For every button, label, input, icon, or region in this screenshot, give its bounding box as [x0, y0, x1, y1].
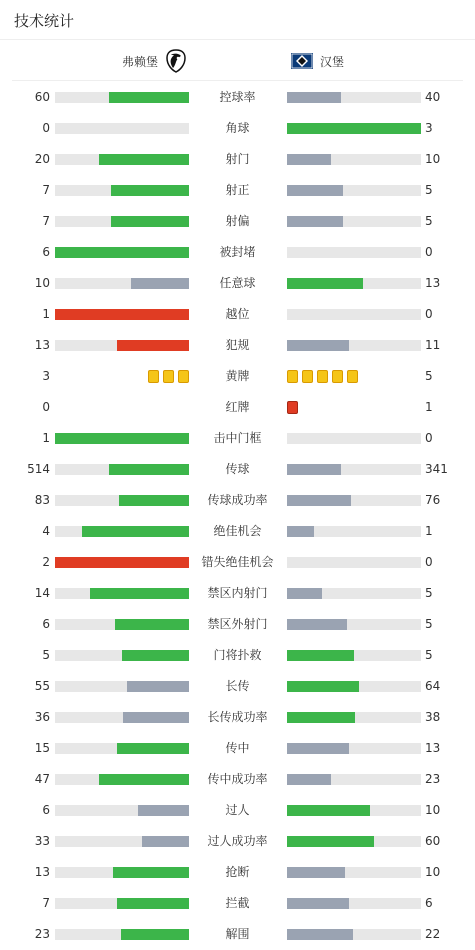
freiburg-crest-icon — [164, 49, 188, 73]
away-value: 5 — [425, 617, 433, 631]
stat-row — [0, 454, 475, 485]
hsv-diamond-crest-icon — [290, 49, 314, 73]
away-value: 64 — [425, 679, 441, 693]
home-bar-track — [55, 743, 189, 754]
stat-label: 长传 — [225, 679, 250, 693]
stat-row — [0, 764, 475, 795]
away-bar-fill — [287, 867, 345, 878]
stat-row — [0, 423, 475, 454]
stat-label: 任意球 — [219, 276, 256, 290]
yellow-card-icon — [347, 370, 358, 383]
home-bar-track — [55, 588, 189, 599]
away-bar-fill — [287, 92, 341, 103]
yellow-card-icon — [317, 370, 328, 383]
home-bar-track — [55, 495, 189, 506]
home-bar-track — [55, 309, 189, 320]
away-bar-fill — [287, 340, 349, 351]
home-bar-track — [55, 154, 189, 165]
away-value: 13 — [425, 741, 441, 755]
stat-row — [0, 640, 475, 671]
away-value: 10 — [425, 865, 441, 879]
away-value: 76 — [425, 493, 441, 507]
yellow-card-icon — [302, 370, 313, 383]
home-bar-fill — [121, 929, 189, 940]
stat-label: 解围 — [225, 927, 250, 941]
home-value: 33 — [34, 834, 50, 848]
away-value: 10 — [425, 152, 441, 166]
home-value: 15 — [34, 741, 50, 755]
stat-label: 黄牌 — [225, 369, 250, 383]
home-value: 83 — [34, 493, 50, 507]
home-team[interactable] — [122, 49, 188, 73]
away-bar-fill — [287, 712, 355, 723]
home-bar-fill — [55, 433, 189, 444]
stat-row — [0, 206, 475, 237]
stat-row — [0, 144, 475, 175]
stat-row — [0, 392, 475, 423]
home-bar-track — [55, 557, 189, 568]
home-value: 6 — [42, 803, 50, 817]
stat-row — [0, 516, 475, 547]
home-bar-track — [55, 836, 189, 847]
home-bar-track — [55, 433, 189, 444]
home-bar-fill — [55, 309, 189, 320]
away-team-name: 汉堡 — [320, 54, 345, 69]
home-bar-track — [55, 340, 189, 351]
home-value: 20 — [34, 152, 50, 166]
away-bar-track — [287, 278, 421, 289]
home-bar-track — [55, 774, 189, 785]
stat-label: 抢断 — [225, 865, 250, 879]
home-value: 47 — [34, 772, 50, 786]
home-value: 55 — [34, 679, 50, 693]
home-value: 3 — [42, 369, 50, 383]
away-value: 0 — [425, 245, 433, 259]
home-value: 13 — [34, 865, 50, 879]
home-bar-track — [55, 247, 189, 258]
yellow-card-icon — [287, 370, 298, 383]
away-bar-track — [287, 836, 421, 847]
home-value: 23 — [34, 927, 50, 941]
away-value: 60 — [425, 834, 441, 848]
away-bar-fill — [287, 619, 347, 630]
away-bar-track — [287, 805, 421, 816]
home-value: 1 — [42, 431, 50, 445]
away-value: 13 — [425, 276, 441, 290]
away-cards — [287, 370, 358, 383]
stat-label: 犯规 — [225, 338, 250, 352]
stat-row — [0, 113, 475, 144]
away-bar-track — [287, 898, 421, 909]
stat-row — [0, 919, 475, 950]
stat-row — [0, 330, 475, 361]
away-bar-fill — [287, 929, 353, 940]
away-bar-fill — [287, 278, 363, 289]
away-bar-track — [287, 650, 421, 661]
home-bar-track — [55, 712, 189, 723]
away-bar-track — [287, 340, 421, 351]
stat-row — [0, 888, 475, 919]
home-bar-fill — [82, 526, 189, 537]
away-value: 5 — [425, 586, 433, 600]
home-value: 7 — [42, 896, 50, 910]
away-bar-track — [287, 774, 421, 785]
home-value: 6 — [42, 245, 50, 259]
away-bar-fill — [287, 495, 351, 506]
stat-label: 传中成功率 — [207, 772, 268, 786]
home-bar-fill — [99, 774, 189, 785]
yellow-card-icon — [148, 370, 159, 383]
away-bar-fill — [287, 464, 341, 475]
away-value: 1 — [425, 400, 433, 414]
stat-label: 控球率 — [219, 90, 256, 104]
away-bar-fill — [287, 805, 370, 816]
stat-row — [0, 268, 475, 299]
stat-row — [0, 82, 475, 113]
red-card-icon — [287, 401, 298, 414]
home-value: 4 — [42, 524, 50, 538]
away-bar-track — [287, 123, 421, 134]
away-bar-fill — [287, 185, 343, 196]
stat-row — [0, 299, 475, 330]
yellow-card-icon — [163, 370, 174, 383]
stat-label: 过人成功率 — [207, 834, 268, 848]
away-value: 38 — [425, 710, 441, 724]
home-value: 36 — [34, 710, 50, 724]
stat-label: 被封堵 — [219, 245, 256, 259]
home-bar-track — [55, 867, 189, 878]
home-bar-fill — [123, 712, 189, 723]
away-bar-fill — [287, 588, 322, 599]
stat-label: 红牌 — [225, 400, 250, 414]
stat-row — [0, 547, 475, 578]
away-bar-fill — [287, 154, 331, 165]
home-bar-fill — [119, 495, 189, 506]
home-bar-track — [55, 898, 189, 909]
home-bar-track — [55, 929, 189, 940]
home-value: 7 — [42, 214, 50, 228]
home-value: 5 — [42, 648, 50, 662]
away-bar-track — [287, 185, 421, 196]
home-value: 1 — [42, 307, 50, 321]
stat-row — [0, 609, 475, 640]
home-value: 0 — [42, 400, 50, 414]
away-value: 0 — [425, 307, 433, 321]
stat-label: 绝佳机会 — [213, 524, 262, 538]
home-value: 2 — [42, 555, 50, 569]
away-bar-track — [287, 712, 421, 723]
home-bar-track — [55, 123, 189, 134]
stat-label: 长传成功率 — [207, 710, 268, 724]
stats-table — [0, 82, 475, 950]
away-value: 0 — [425, 431, 433, 445]
stat-label: 射门 — [225, 152, 250, 166]
away-value: 22 — [425, 927, 441, 941]
stat-label: 过人 — [225, 803, 250, 817]
away-bar-track — [287, 216, 421, 227]
home-value: 10 — [34, 276, 50, 290]
yellow-card-icon — [178, 370, 189, 383]
away-bar-fill — [287, 743, 349, 754]
away-team[interactable] — [290, 49, 344, 73]
away-bar-fill — [287, 216, 343, 227]
home-bar-fill — [99, 154, 189, 165]
away-cards — [287, 401, 298, 414]
stat-label: 禁区外射门 — [207, 617, 268, 631]
stat-label: 射正 — [225, 183, 250, 197]
home-bar-fill — [122, 650, 189, 661]
home-bar-track — [55, 650, 189, 661]
away-bar-track — [287, 588, 421, 599]
home-bar-fill — [111, 216, 189, 227]
stat-row — [0, 237, 475, 268]
away-bar-track — [287, 154, 421, 165]
home-bar-fill — [131, 278, 189, 289]
stat-label: 错失绝佳机会 — [201, 555, 274, 569]
home-value: 514 — [27, 462, 50, 476]
stat-row — [0, 826, 475, 857]
away-value: 23 — [425, 772, 441, 786]
home-value: 60 — [34, 90, 50, 104]
stat-label: 射偏 — [225, 214, 250, 228]
home-value: 14 — [34, 586, 50, 600]
home-bar-track — [55, 526, 189, 537]
away-bar-fill — [287, 898, 349, 909]
away-bar-fill — [287, 681, 359, 692]
away-value: 6 — [425, 896, 433, 910]
home-bar-track — [55, 464, 189, 475]
home-bar-fill — [117, 340, 189, 351]
away-bar-track — [287, 495, 421, 506]
home-bar-track — [55, 185, 189, 196]
away-value: 11 — [425, 338, 441, 352]
home-bar-fill — [90, 588, 189, 599]
home-value: 13 — [34, 338, 50, 352]
home-bar-track — [55, 619, 189, 630]
stat-row — [0, 671, 475, 702]
home-bar-fill — [113, 867, 189, 878]
home-bar-fill — [111, 185, 189, 196]
away-value: 341 — [425, 462, 448, 476]
away-value: 5 — [425, 183, 433, 197]
away-bar-fill — [287, 123, 421, 134]
away-value: 5 — [425, 369, 433, 383]
home-bar-fill — [127, 681, 189, 692]
away-bar-track — [287, 247, 421, 258]
home-cards — [148, 370, 189, 383]
home-bar-fill — [138, 805, 189, 816]
away-value: 40 — [425, 90, 441, 104]
home-bar-fill — [55, 247, 189, 258]
away-bar-track — [287, 433, 421, 444]
home-value: 6 — [42, 617, 50, 631]
home-bar-track — [55, 216, 189, 227]
stat-label: 门将扑救 — [213, 648, 262, 662]
stat-row — [0, 175, 475, 206]
away-value: 3 — [425, 121, 433, 135]
home-bar-track — [55, 681, 189, 692]
home-bar-track — [55, 92, 189, 103]
stat-label: 击中门框 — [213, 431, 262, 445]
away-bar-track — [287, 557, 421, 568]
home-bar-fill — [117, 743, 189, 754]
away-value: 5 — [425, 214, 433, 228]
page-header — [0, 0, 475, 40]
away-value: 10 — [425, 803, 441, 817]
page-title: 技术统计 — [14, 12, 75, 30]
stat-label: 传中 — [225, 741, 250, 755]
away-bar-track — [287, 681, 421, 692]
yellow-card-icon — [332, 370, 343, 383]
away-bar-track — [287, 464, 421, 475]
home-bar-fill — [109, 464, 189, 475]
stat-row — [0, 857, 475, 888]
stat-label: 禁区内射门 — [207, 586, 268, 600]
home-bar-fill — [115, 619, 189, 630]
away-bar-fill — [287, 774, 331, 785]
away-bar-track — [287, 526, 421, 537]
stat-row — [0, 578, 475, 609]
stat-label: 拦截 — [225, 896, 250, 910]
away-value: 1 — [425, 524, 433, 538]
stat-row — [0, 795, 475, 826]
away-bar-track — [287, 867, 421, 878]
stat-label: 角球 — [225, 121, 250, 135]
away-value: 5 — [425, 648, 433, 662]
away-bar-track — [287, 309, 421, 320]
stat-row — [0, 361, 475, 392]
away-bar-fill — [287, 526, 314, 537]
away-bar-track — [287, 619, 421, 630]
away-bar-fill — [287, 650, 354, 661]
home-bar-track — [55, 805, 189, 816]
away-bar-fill — [287, 836, 374, 847]
home-bar-fill — [117, 898, 189, 909]
stat-label: 传球 — [225, 462, 250, 476]
stat-row — [0, 485, 475, 516]
stat-label: 传球成功率 — [207, 493, 268, 507]
home-value: 0 — [42, 121, 50, 135]
home-bar-fill — [55, 557, 189, 568]
away-bar-track — [287, 92, 421, 103]
teams-header — [12, 41, 463, 81]
home-value: 7 — [42, 183, 50, 197]
away-bar-track — [287, 929, 421, 940]
home-bar-fill — [142, 836, 189, 847]
home-bar-track — [55, 278, 189, 289]
home-team-name: 弗赖堡 — [121, 54, 158, 69]
away-value: 0 — [425, 555, 433, 569]
home-bar-fill — [109, 92, 189, 103]
stat-row — [0, 702, 475, 733]
away-bar-track — [287, 743, 421, 754]
stat-label: 越位 — [225, 307, 250, 321]
stat-row — [0, 733, 475, 764]
